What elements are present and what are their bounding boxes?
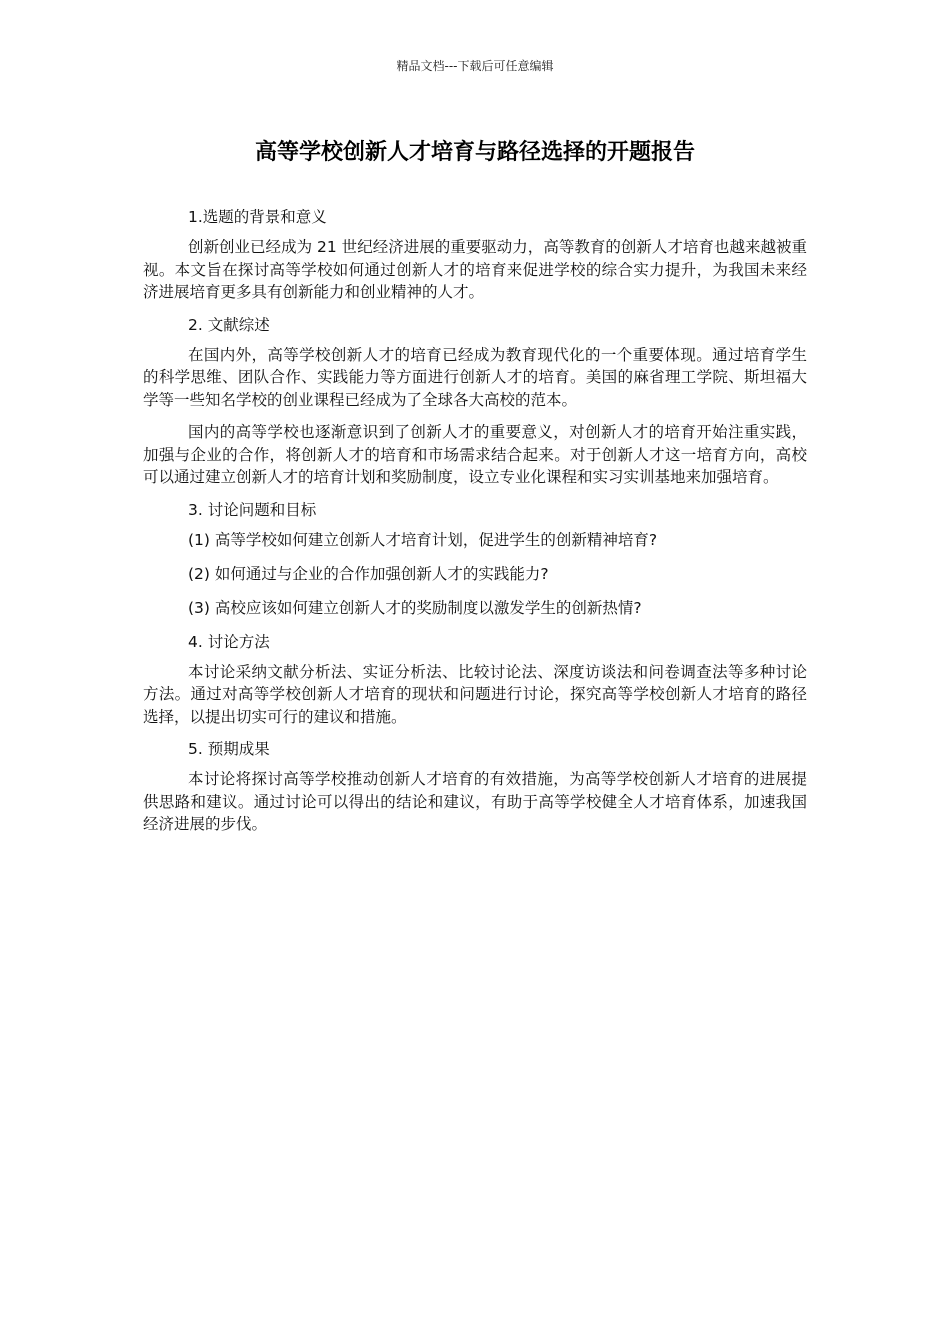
paragraph-literature-review-1: 在国内外，高等学校创新人才的培育已经成为教育现代化的一个重要体现。通过培育学生的科学思维、团队合作、实践能力等方面进行创新人才的培育。美国的麻省理工学院、斯坦福大学等一些知名学校的创业课程已经成为了全球各大高校的范本。 <box>143 345 807 409</box>
paragraph-methods: 本讨论采纳文献分析法、实证分析法、比较讨论法、深度访谈法和问卷调查法等多种讨论方法。通过对高等学校创新人才培育的现状和问题进行讨论，探究高等学校创新人才培育的路径选择，以提出切实可行的建议和措施。 <box>143 662 807 726</box>
header-note: 精品文档---下载后可任意编辑 <box>396 59 554 73</box>
section-heading-expected-results: 5. 预期成果 <box>188 740 270 758</box>
research-question-2: (2) 如何通过与企业的合作加强创新人才的实践能力? <box>188 564 549 583</box>
section-heading-literature-review: 2. 文献综述 <box>188 315 270 334</box>
document-title: 高等学校创新人才培育与路径选择的开题报告 <box>254 140 695 165</box>
research-question-3: (3) 高校应该如何建立创新人才的奖励制度以激发学生的创新热情? <box>188 598 642 617</box>
document-body <box>143 206 807 846</box>
section-heading-research-questions: 3. 讨论问题和目标 <box>188 500 317 519</box>
paragraph-literature-review-2: 国内的高等学校也逐渐意识到了创新人才的重要意义，对创新人才的培育开始注重实践，加强与企业的合作，将创新人才的培育和市场需求结合起来。对于创新人才这一培育方向，高校可以通过建立创新人才的培育计划和奖励制度，设立专业化课程和实习实训基地来加强培育。 <box>143 423 807 486</box>
section-heading-methods: 4. 讨论方法 <box>188 632 270 651</box>
section-heading-background: 1.选题的背景和意义 <box>188 208 327 226</box>
research-question-1: (1) 高等学校如何建立创新人才培育计划，促进学生的创新精神培育? <box>188 530 658 549</box>
paragraph-expected-results: 本讨论将探讨高等学校推动创新人才培育的有效措施，为高等学校创新人才培育的进展提供思路和建议。通过讨论可以得出的结论和建议，有助于高等学校健全人才培育体系，加速我国经济进展的步伐。 <box>143 770 807 833</box>
paragraph-background: 创新创业已经成为 21 世纪经济进展的重要驱动力，高等教育的创新人才培育也越来越被重视。本文旨在探讨高等学校如何通过创新人才的培育来促进学校的综合实力提升，为我国未来经济进展培育更多具有创新能力和创业精神的人才。 <box>143 238 807 301</box>
